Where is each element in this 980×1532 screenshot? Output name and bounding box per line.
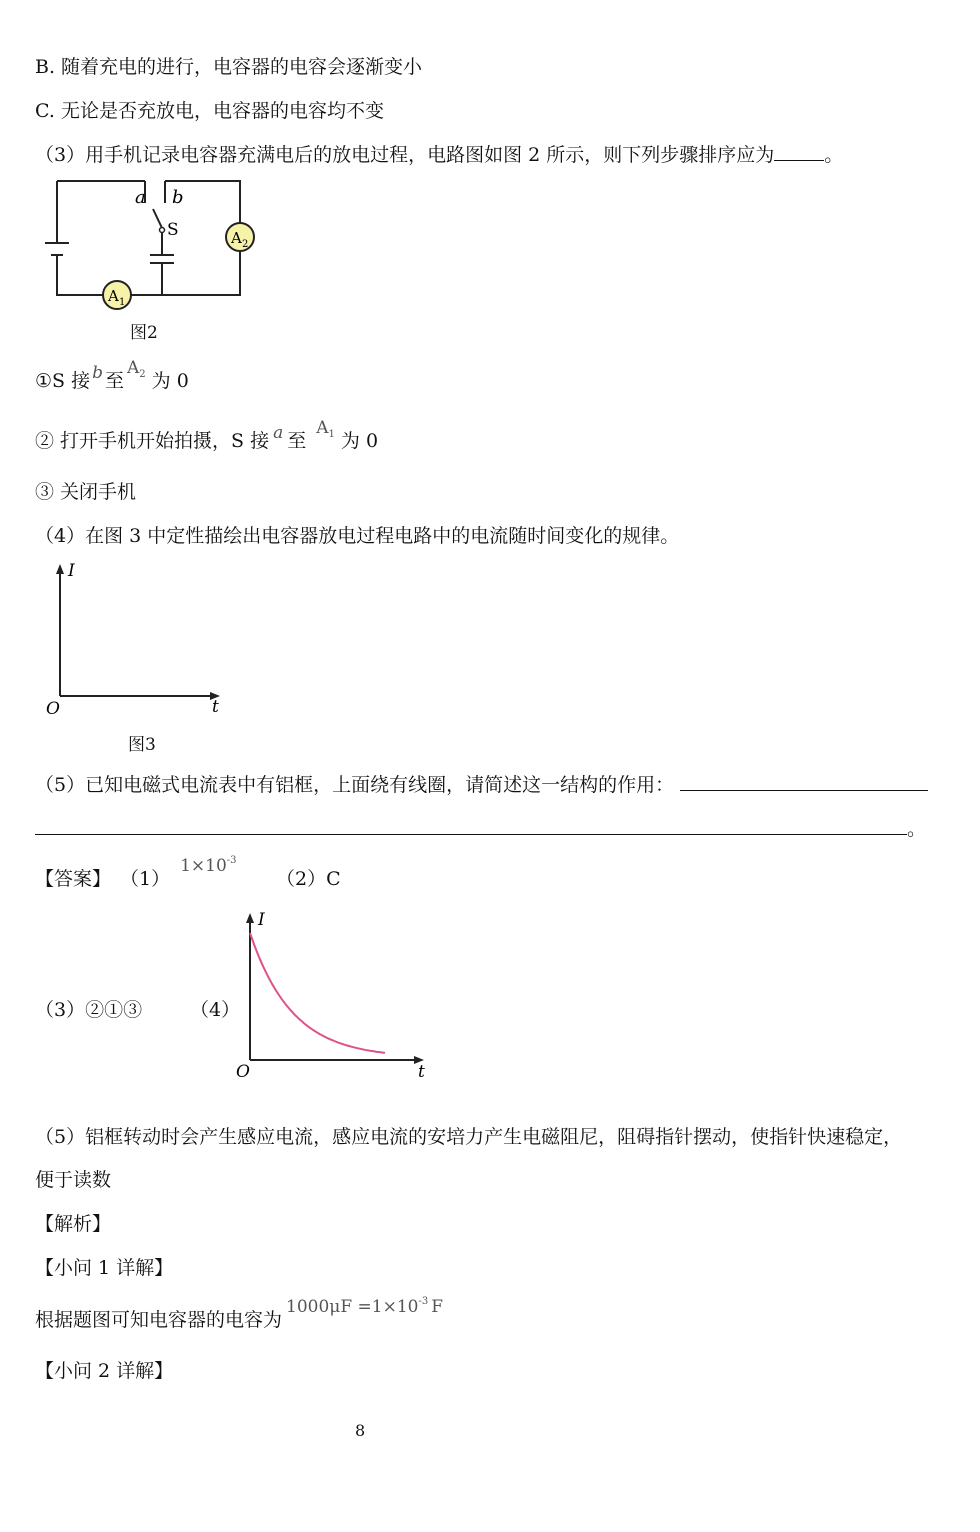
figure-3-x-label: t (212, 697, 219, 717)
figure-2-caption: 图2 (130, 323, 158, 343)
step-2-meter-sub: 1 (328, 429, 335, 440)
ammeter-a1-label: A (108, 287, 119, 305)
answer-1-value: 1×10 (180, 856, 227, 876)
step-2-post: 为 0 (340, 430, 379, 452)
step-2-meter: A (316, 418, 329, 438)
step-2-mid: 至 (287, 430, 307, 452)
question-4: （4）在图 3 中定性描绘出电容器放电过程电路中的电流随时间变化的规律。 (35, 525, 680, 547)
analysis-formula-exponent: -3 (418, 1296, 429, 1307)
answer-5-line-1: （5）铝框转动时会产生感应电流，感应电流的安培力产生电磁阻尼，阻碍指针摆动，使指针快速稳定， (35, 1126, 903, 1148)
ammeter-a1-sub: 1 (119, 297, 126, 308)
ammeter-a2-sub: 2 (242, 239, 249, 250)
switch-terminal-a: a (135, 187, 146, 208)
switch-label: S (167, 220, 179, 240)
step-2-pre: ② 打开手机开始拍摄，S 接 (35, 430, 270, 452)
answer-blank-line-2 (35, 834, 907, 835)
question-5-text: （5）已知电磁式电流表中有铝框，上面绕有线圈，请简述这一结构的作用： (35, 774, 675, 796)
step-3: ③ 关闭手机 (35, 481, 137, 503)
answer-4-label: （4） (190, 999, 241, 1021)
figure-3-origin: O (46, 699, 60, 719)
question-3-end: 。 (824, 144, 844, 166)
step-2 (35, 418, 379, 456)
answer-blank-line-1 (680, 790, 928, 791)
answer-5-line-2: 便于读数 (35, 1169, 112, 1191)
question-5-end: 。 (907, 818, 927, 840)
answer-graph-y-label: I (258, 910, 265, 930)
figure-3-axes (40, 560, 240, 720)
ammeter-a2-label: A (231, 229, 242, 247)
analysis-formula-unit: F (431, 1297, 444, 1317)
figure-3-y-label: I (68, 561, 75, 581)
answer-3: （3）②①③ (35, 999, 143, 1021)
answer-2: （2）C (276, 868, 341, 890)
answer-blank (774, 160, 824, 161)
question-3-text: （3）用手机记录电容器充满电后的放电过程，电路图如图 2 所示，则下列步骤排序应为 (35, 144, 775, 166)
figure-3-caption: 图3 (128, 735, 156, 755)
page-number: 8 (355, 1421, 366, 1440)
decay-curve (250, 933, 385, 1053)
analysis-label: 【解析】 (35, 1213, 112, 1235)
switch-terminal-b: b (172, 187, 184, 208)
step-1 (35, 358, 189, 396)
question-3 (35, 144, 843, 166)
analysis-subheading-1: 【小问 1 详解】 (35, 1257, 174, 1279)
analysis-text-1-body: 根据题图可知电容器的电容为 (35, 1309, 283, 1331)
answer-1-label: （1） (120, 868, 171, 890)
answer-graph-origin: O (236, 1062, 250, 1082)
answer-label: 【答案】 (35, 868, 112, 890)
step-1-pre: ①S 接 (35, 370, 91, 392)
circuit-diagram (35, 175, 295, 345)
analysis-subheading-2: 【小问 2 详解】 (35, 1360, 174, 1382)
answer-current-graph (230, 905, 450, 1085)
step-2-var: a (273, 423, 284, 443)
option-b: B. 随着充电的进行，电容器的电容会逐渐变小 (35, 56, 423, 78)
option-c: C. 无论是否充放电，电容器的电容均不变 (35, 100, 384, 122)
answer-1-exponent: -3 (226, 855, 237, 866)
step-1-meter-sub: 2 (139, 369, 146, 380)
answer-graph-x-label: t (418, 1062, 425, 1082)
step-1-mid: 至 (104, 370, 124, 392)
step-1-meter: A (127, 358, 140, 378)
step-1-var: b (92, 363, 103, 383)
question-5-line-2 (35, 818, 926, 840)
analysis-formula: 1000μF =1×10 (286, 1297, 419, 1317)
question-5 (35, 774, 928, 796)
step-1-post: 为 0 (151, 370, 189, 392)
